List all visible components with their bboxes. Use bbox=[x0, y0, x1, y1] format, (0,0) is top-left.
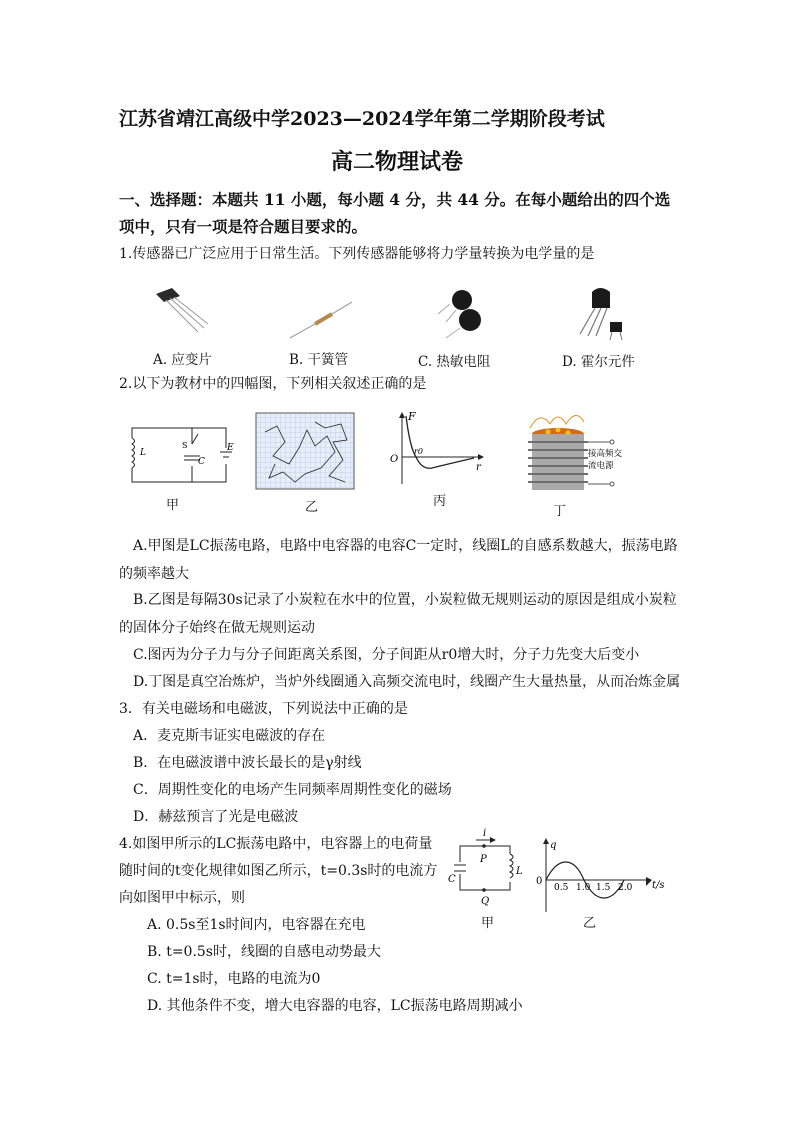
molecular-force-figure bbox=[388, 408, 488, 488]
fig-label-ding: 丁 bbox=[553, 504, 567, 519]
q3-option-c: C．周期性变化的电场产生同频率周期性变化的磁场 bbox=[133, 782, 452, 798]
q2-option-b: B.乙图是每隔30s记录了小炭粒在水中的位置，小炭粒做无规则运动的原因是组成小炭粒的固体分子始终在做无规则运动 bbox=[119, 592, 677, 636]
question-3-stem: 3．有关电磁场和电磁波，下列说法中正确的是 bbox=[119, 701, 408, 717]
q2-option-d: D.丁图是真空冶炼炉，当炉外线圈通入高频交流电时，线圈产生大量热量，从而冶炼金属 bbox=[133, 674, 681, 690]
source-label-1: 接高频交 bbox=[588, 449, 623, 459]
hall-element-image bbox=[580, 288, 622, 340]
label-axis-t: t/s bbox=[652, 880, 665, 891]
q4-option-d: D. 其他条件不变，增大电容器的电容，LC振荡电路周期减小 bbox=[147, 998, 523, 1014]
label-C4: C bbox=[448, 874, 456, 885]
vacuum-furnace-figure bbox=[518, 410, 648, 500]
q4-option-b: B. t=0.5s时，线圈的自感电动势最大 bbox=[147, 944, 381, 960]
label-O: O bbox=[390, 454, 399, 465]
label-C: C bbox=[198, 457, 205, 467]
tick-0.5: 0.5 bbox=[554, 883, 569, 893]
q3-option-d: D．赫兹预言了光是电磁波 bbox=[133, 809, 299, 825]
question-1-stem: 1.传感器已广泛应用于日常生活。下列传感器能够将力学量转换为电学量的是 bbox=[119, 246, 595, 262]
q3-option-a: A．麦克斯韦证实电磁波的存在 bbox=[133, 728, 326, 744]
reed-switch-image bbox=[290, 302, 352, 338]
label-r: r bbox=[476, 462, 481, 473]
label-E: E bbox=[227, 443, 234, 453]
q4-option-a: A. 0.5s至1s时间内，电容器在充电 bbox=[147, 917, 366, 933]
question-4-stem-line3: 向如图甲中标示，则 bbox=[119, 890, 245, 906]
paper-title: 高二物理试卷 bbox=[330, 149, 463, 175]
school-title: 江苏省靖江高级中学2023—2024学年第二学期阶段考试 bbox=[119, 108, 605, 130]
strain-gauge-image bbox=[156, 288, 208, 332]
label-Q: Q bbox=[481, 896, 490, 907]
fig-label-jia: 甲 bbox=[166, 498, 180, 513]
q4-charge-time-graph bbox=[534, 834, 674, 914]
label-S: S bbox=[182, 441, 188, 450]
q4-fig-label-yi: 乙 bbox=[583, 916, 597, 931]
question-4-stem-line1: 4.如图甲所示的LC振荡电路中，电容器上的电荷量 bbox=[119, 836, 433, 852]
brownian-motion-figure bbox=[255, 412, 355, 490]
q4-lc-circuit-figure bbox=[446, 826, 526, 926]
q2-option-a: A.甲图是LC振荡电路，电路中电容器的电容C一定时，线圈L的自感系数越大，振荡电路的频率越大 bbox=[119, 538, 678, 582]
thermistor-image bbox=[438, 290, 481, 338]
label-L: L bbox=[140, 448, 146, 458]
q1-option-b: B. 干簧管 bbox=[289, 352, 349, 368]
question-2-stem: 2.以下为教材中的四幅图，下列相关叙述正确的是 bbox=[119, 376, 427, 392]
q1-option-d: D. 霍尔元件 bbox=[562, 354, 635, 370]
question-1-figures bbox=[140, 280, 660, 360]
section-heading: 一、选择题：本题共 11 小题，每小题 4 分，共 44 分。在每小题给出的四个选项中，只有一项是符合题目要求的。 bbox=[119, 190, 671, 236]
fig-label-yi: 乙 bbox=[305, 500, 319, 515]
tick-2.0: 2.0 bbox=[618, 883, 633, 893]
label-origin: 0 bbox=[536, 876, 543, 887]
lc-circuit-figure bbox=[124, 420, 234, 490]
label-L4: L bbox=[516, 866, 523, 877]
label-F: F bbox=[408, 410, 416, 423]
source-label-2: 流电源 bbox=[588, 461, 614, 471]
label-r0: r0 bbox=[414, 447, 423, 456]
fig-label-bing: 丙 bbox=[433, 494, 447, 509]
label-i: i bbox=[483, 828, 487, 839]
tick-1.5: 1.5 bbox=[596, 883, 611, 893]
question-4-stem-line2: 随时间的t变化规律如图乙所示，t=0.3s时的电流方 bbox=[119, 863, 438, 879]
q1-option-c: C. 热敏电阻 bbox=[418, 354, 491, 370]
label-P: P bbox=[480, 854, 487, 865]
q3-option-b: B．在电磁波谱中波长最长的是γ射线 bbox=[133, 755, 362, 771]
label-q: q bbox=[550, 840, 557, 851]
q1-option-a: A. 应变片 bbox=[153, 352, 212, 368]
q2-option-c: C.图丙为分子力与分子间距离关系图，分子间距从r0增大时，分子力先变大后变小 bbox=[133, 647, 640, 663]
q4-fig-label-jia: 甲 bbox=[481, 916, 495, 931]
q4-option-c: C. t=1s时，电路的电流为0 bbox=[147, 971, 321, 987]
tick-1.0: 1.0 bbox=[576, 883, 591, 893]
